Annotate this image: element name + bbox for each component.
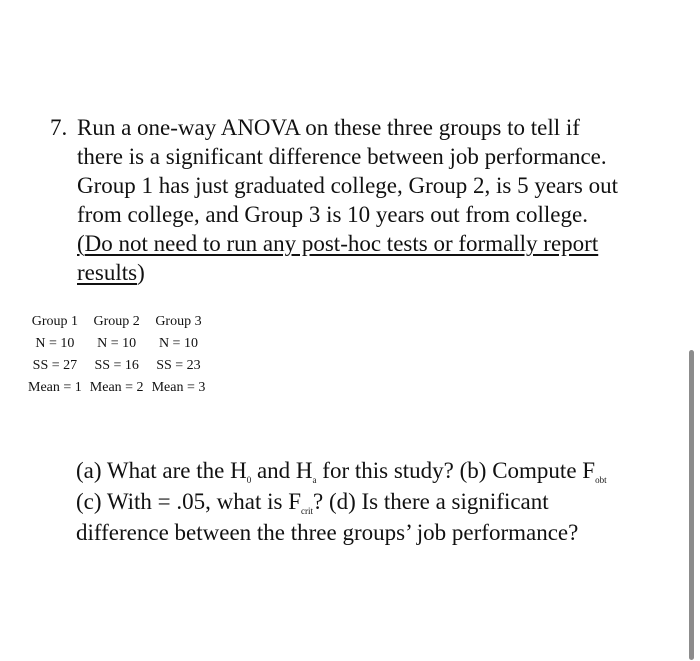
- question-number: 7.: [50, 115, 68, 140]
- note-paren-close: ): [137, 260, 145, 285]
- stats-cell: Group 2: [93, 314, 140, 329]
- part-c-suffix: ? (d) Is there a significant: [313, 489, 549, 514]
- stats-row: [24, 355, 209, 377]
- stats-row: [24, 377, 209, 399]
- stats-cell: Mean = 2: [89, 380, 144, 395]
- question-line-1-text: Run a one-way ANOVA on these three groups to tell if: [77, 115, 580, 140]
- h0-subscript: 0: [246, 475, 252, 485]
- stats-row: [24, 333, 209, 355]
- stats-cell: Mean = 1: [28, 380, 82, 395]
- stats-cell: SS = 27: [32, 358, 78, 373]
- stats-row: [24, 311, 209, 333]
- part-a-prefix: (a) What are the H: [76, 458, 247, 483]
- question-line-1: [50, 113, 670, 142]
- question-line-3: Group 1 has just graduated college, Group 2, is 5 years out: [77, 173, 619, 198]
- ha-subscript: a: [312, 475, 317, 485]
- fcrit-subscript: crit: [301, 506, 313, 516]
- stats-cell: N = 10: [35, 336, 75, 351]
- stats-cell: Group 1: [31, 314, 79, 329]
- stats-cell: Mean = 3: [151, 380, 206, 395]
- stats-cell: SS = 16: [94, 358, 139, 373]
- question-line-2: there is a significant difference between job performance.: [77, 144, 607, 169]
- stats-cell: Group 3: [155, 314, 202, 329]
- question-note-line-1: [50, 229, 670, 258]
- group-stats-table: [24, 311, 209, 399]
- question-parts: [76, 455, 676, 548]
- fobt-subscript: obt: [595, 475, 607, 485]
- vertical-scrollbar[interactable]: [689, 350, 694, 660]
- note-paren-open: (: [77, 231, 85, 256]
- part-a-mid: and H: [251, 458, 313, 483]
- stats-cell: SS = 23: [156, 358, 201, 373]
- question-text: [50, 113, 670, 287]
- part-c-line: [76, 486, 676, 517]
- question-line-4: from college, and Group 3 is 10 years out from college.: [77, 202, 588, 227]
- group-stats-body: [24, 311, 209, 399]
- note-text-2: results: [77, 260, 138, 285]
- part-c-prefix: (c) With = .05, what is F: [76, 489, 301, 514]
- note-text-1: Do not need to run any post-hoc tests or formally report: [84, 231, 599, 256]
- question-note-line-2: [50, 258, 670, 287]
- stats-cell: N = 10: [158, 336, 198, 351]
- part-a-suffix: for this study? (b) Compute F: [316, 458, 596, 483]
- part-a-b-line: [76, 455, 676, 486]
- part-d-line: difference between the three groups’ job performance?: [76, 520, 579, 545]
- stats-cell: N = 10: [97, 336, 137, 351]
